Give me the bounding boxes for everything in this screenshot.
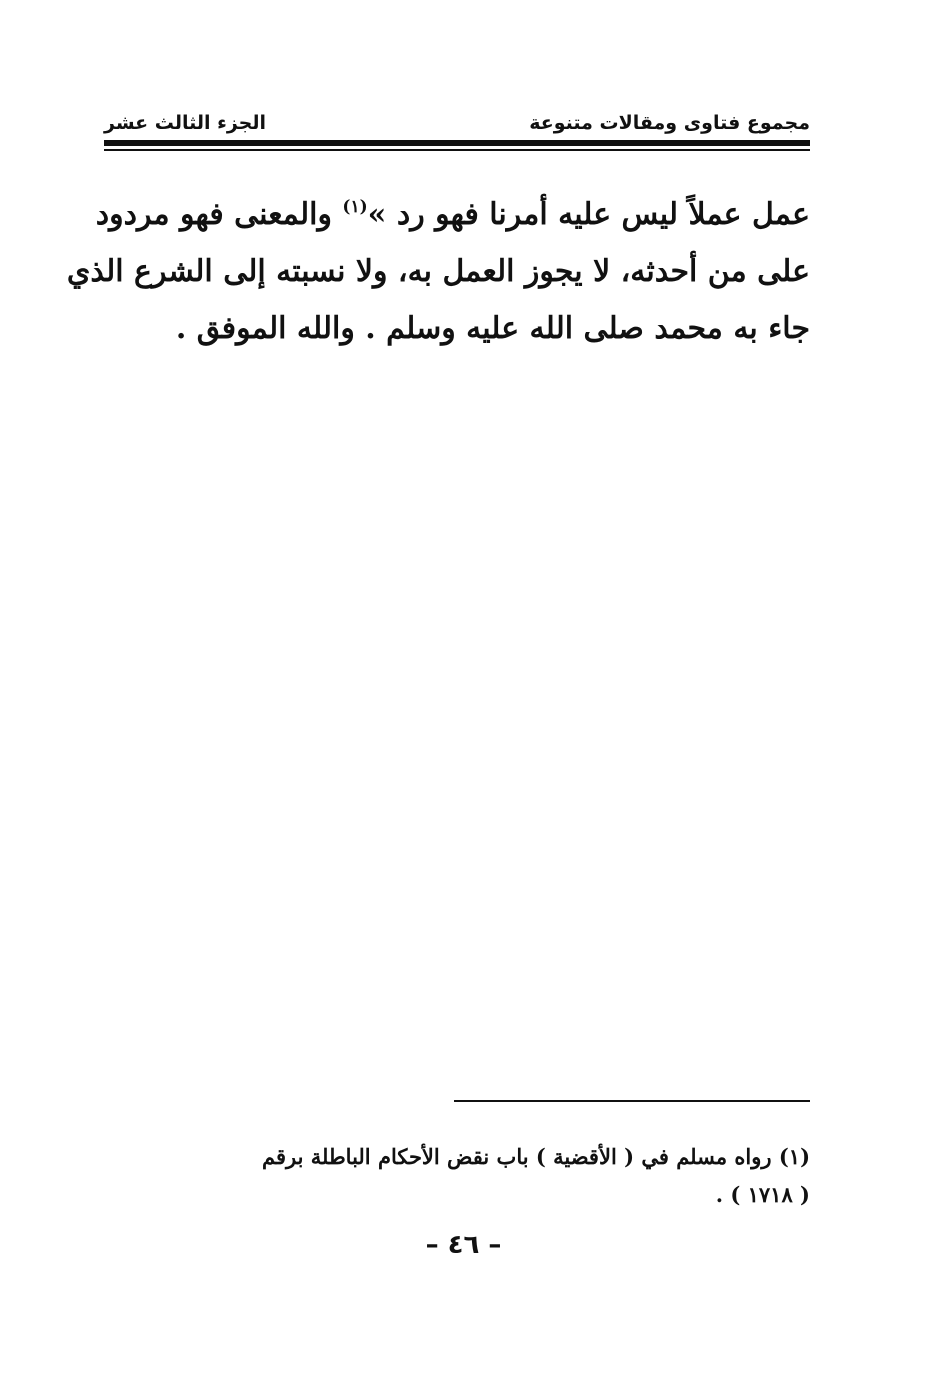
main-text — [66, 186, 810, 357]
text-line-1 — [95, 186, 810, 243]
footnote-separator — [454, 1100, 810, 1102]
book-title: مجموع فتاوى ومقالات متنوعة — [529, 112, 810, 134]
footnote-line-2: ( ١٧١٨ ) . — [715, 1182, 810, 1207]
text-line-2: على من أحدثه، لا يجوز العمل به، ولا نسبته إلى الشرع الذي — [66, 254, 810, 289]
header-rule-thick — [104, 140, 810, 146]
text-line-1-end: والمعنى فهو مردود — [95, 197, 343, 232]
text-line-3: جاء به محمد صلى الله عليه وسلم . والله الموفق . — [175, 311, 810, 346]
footnote-marker: (١) — [342, 197, 368, 217]
footnote — [104, 1138, 810, 1214]
header-rule-thin — [104, 149, 810, 151]
text-line-1-start: عمل عملاً ليس عليه أمرنا فهو رد » — [367, 197, 810, 232]
volume-title: الجزء الثالث عشر — [104, 112, 267, 134]
footnote-line-1: (١) رواه مسلم في ( الأقضية ) باب نقض الأحكام الباطلة برقم — [261, 1144, 810, 1169]
page-number: – ٤٦ – — [425, 1230, 502, 1260]
running-header — [104, 108, 810, 140]
